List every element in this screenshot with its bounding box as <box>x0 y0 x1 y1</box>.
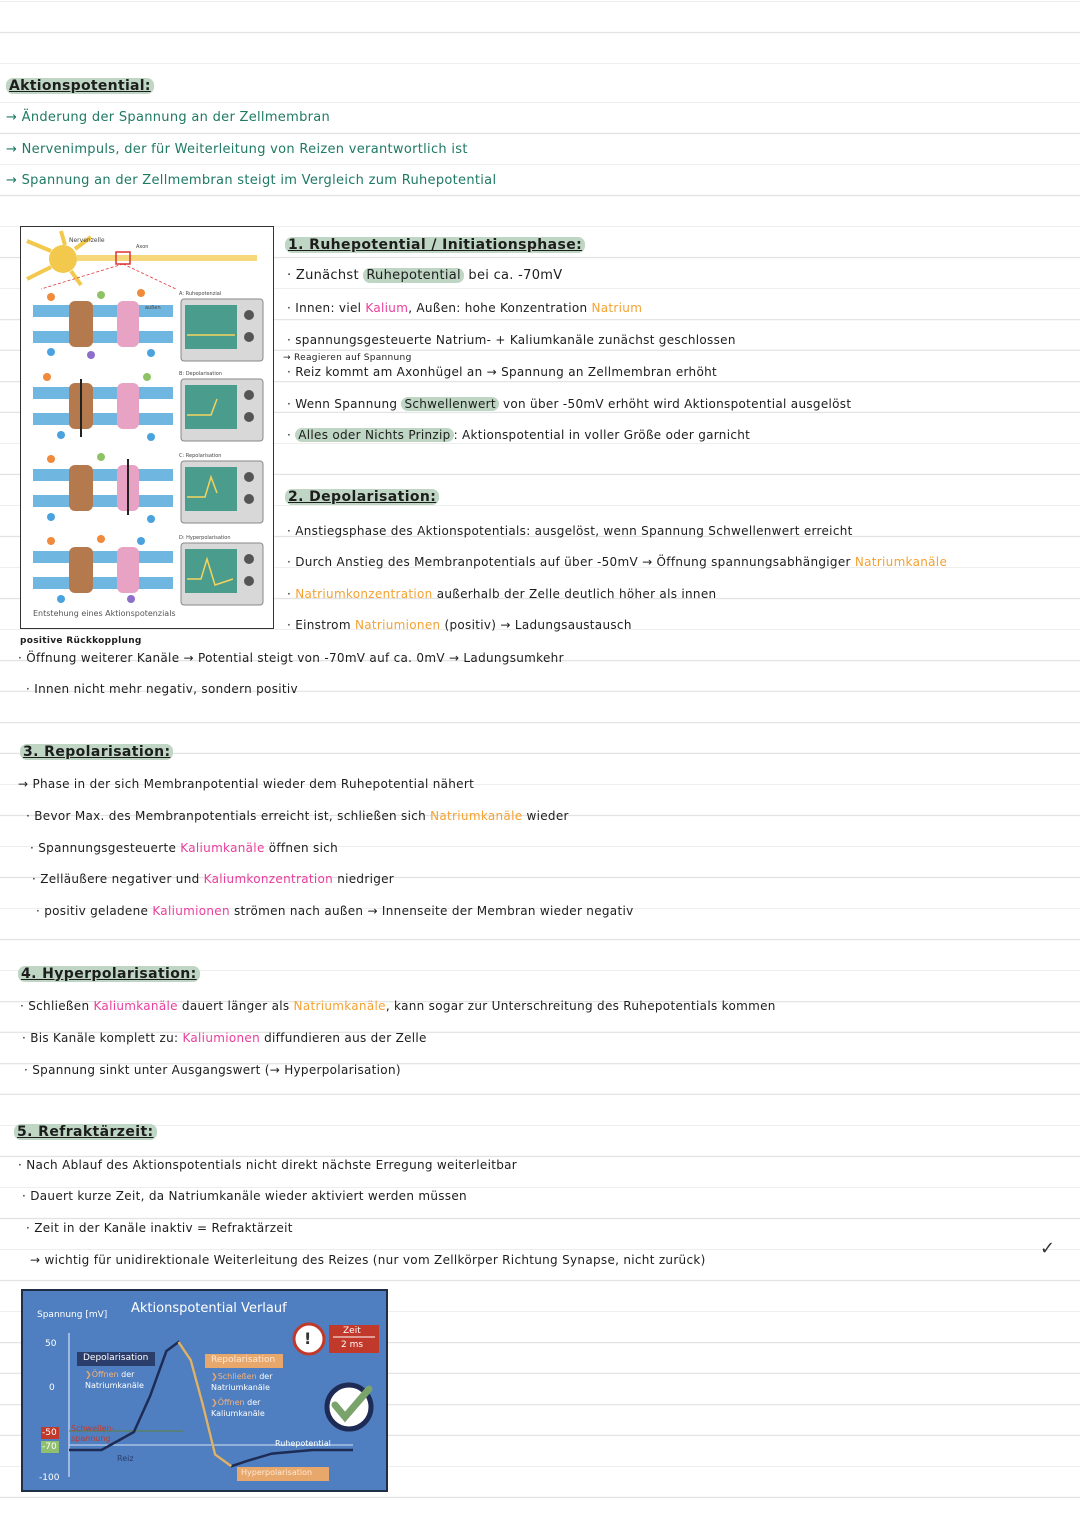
chart-plot <box>23 1291 386 1490</box>
section-5-title: 5. Refraktärzeit: <box>14 1124 157 1140</box>
depol-sub: ❯Öffnen der Natriumkanäle <box>85 1370 144 1390</box>
section-3-title: 3. Repolarisation: <box>20 744 173 760</box>
oscilloscope-panels <box>181 299 263 605</box>
s3-line-1: → Phase in der sich Membranpotential wieder dem Ruhepotential nähert <box>18 777 475 791</box>
intro-line-3: → Spannung an der Zellmembran steigt im Vergleich zum Ruhepotential <box>6 173 497 188</box>
s1-line-1: · Zunächst Ruhepotential bei ca. -70mV <box>287 268 563 283</box>
s2-line-3: · Natriumkonzentration außerhalb der Zelle deutlich höher als innen <box>287 587 717 601</box>
repol-label: Repolarisation <box>211 1355 276 1365</box>
s2-note: positive Rückkopplung <box>20 636 142 646</box>
s2-line-1: · Anstiegsphase des Aktionspotentials: ausgelöst, wenn Spannung Schwellenwert erreicht <box>287 524 853 538</box>
alert-text: ! <box>304 1329 312 1348</box>
outside-label: außen <box>145 305 161 311</box>
s1-line-3: · spannungsgesteuerte Natrium- + Kaliumkanäle zunächst geschlossen <box>287 333 736 347</box>
s4-line-1: · Schließen Kaliumkanäle dauert länger als Natriumkanäle, kann sogar zur Unterschreitung des Ruhepotentials kommen <box>20 999 776 1013</box>
s1-line-6: · Alles oder Nichts Prinzip : Aktionspotential in voller Größe oder garnicht <box>287 428 751 442</box>
y-axis-label: Spannung [mV] <box>37 1310 108 1320</box>
panel-label-b: B: Depolarisation <box>179 371 223 377</box>
panel-label-a: A: Ruhepotenzial <box>179 291 222 297</box>
figure-caption: Entstehung eines Aktionspotenzials <box>33 609 176 618</box>
s5-line-4: → wichtig für unidirektionale Weiterleitung des Reizes (nur vom Zellkörper Richtung Synapse, nicht zurück) <box>30 1253 706 1267</box>
y-tick-minus-50: -50 <box>42 1428 57 1438</box>
nerve-label: Nervenzelle <box>69 237 105 244</box>
membrane-illustration <box>21 227 274 629</box>
depol-label: Depolarisation <box>83 1353 149 1363</box>
s5-line-1: · Nach Ablauf des Aktionspotentials nicht direkt nächste Erregung weiterleitbar <box>18 1158 518 1172</box>
hyper-label: Hyperpolarisation <box>241 1468 313 1477</box>
rest-label: Ruhepotential <box>275 1439 331 1448</box>
s4-line-3: · Spannung sinkt unter Ausgangswert (→ Hyperpolarisation) <box>24 1063 401 1077</box>
panel-label-c: C: Repolarisation <box>179 453 222 459</box>
s1-line-2: · Innen: viel Kalium, Außen: hohe Konzentration Natrium <box>287 301 643 315</box>
stimulus-label: Reiz <box>117 1454 134 1463</box>
check-icon: ✓ <box>1040 1238 1056 1259</box>
s2-line-6: · Innen nicht mehr negativ, sondern positiv <box>26 682 298 696</box>
check-circle-icon <box>327 1385 371 1429</box>
section-4-title: 4. Hyperpolarisation: <box>18 966 200 982</box>
s1-line-3-note: → Reagieren auf Spannung <box>283 353 412 363</box>
axon-label: Axon <box>136 244 149 250</box>
s2-line-2: · Durch Anstieg des Membranpotentials auf über -50mV → Öffnung spannungsabhängiger Natriumkanäle <box>287 555 948 569</box>
s2-line-4: · Einstrom Natriumionen (positiv) → Ladungsaustausch <box>287 618 632 632</box>
y-tick-minus-100: -100 <box>39 1473 60 1483</box>
page-title: Aktionspotential: <box>6 78 154 94</box>
s2-line-5: · Öffnung weiterer Kanäle → Potential steigt von -70mV auf ca. 0mV → Ladungsumkehr <box>18 651 564 665</box>
panel-label-d: D: Hyperpolarisation <box>179 535 231 541</box>
time-label: Zeit <box>343 1326 361 1336</box>
s5-line-2: · Dauert kurze Zeit, da Natriumkanäle wieder aktiviert werden müssen <box>22 1189 467 1203</box>
repol-sub-1: ❯Schließen der Natriumkanäle <box>211 1372 273 1392</box>
y-tick-50: 50 <box>45 1339 57 1349</box>
repol-sub-2: ❯Öffnen der Kaliumkanäle <box>211 1398 265 1418</box>
y-tick-minus-70: -70 <box>42 1442 57 1452</box>
section-2-title: 2. Depolarisation: <box>285 489 439 505</box>
s5-line-3: · Zeit in der Kanäle inaktiv = Refraktärzeit <box>26 1221 293 1235</box>
time-scale: 2 ms <box>341 1340 364 1350</box>
membrane-panels <box>33 289 173 603</box>
section-1-title: 1. Ruhepotential / Initiationsphase: <box>285 237 585 253</box>
action-potential-chart <box>21 1289 388 1492</box>
threshold-label: Schwellen- spannung <box>71 1424 115 1443</box>
intro-line-2: → Nervenimpuls, der für Weiterleitung von Reizen verantwortlich ist <box>6 142 468 157</box>
intro-line-1: → Änderung der Spannung an der Zellmembran <box>6 110 331 125</box>
s3-line-3: · Spannungsgesteuerte Kaliumkanäle öffnen sich <box>30 841 339 855</box>
membrane-figure <box>20 226 274 629</box>
s3-line-2: · Bevor Max. des Membranpotentials erreicht ist, schließen sich Natriumkanäle wieder <box>26 809 569 823</box>
s1-line-4: · Reiz kommt am Axonhügel an → Spannung an Zellmembran erhöht <box>287 365 718 379</box>
s3-line-4: · Zelläußere negativer und Kaliumkonzentration niedriger <box>32 872 395 886</box>
chart-title: Aktionspotential Verlauf <box>131 1301 287 1316</box>
s4-line-2: · Bis Kanäle komplett zu: Kaliumionen diffundieren aus der Zelle <box>22 1031 427 1045</box>
y-tick-0: 0 <box>49 1383 55 1393</box>
s1-line-5: · Wenn Spannung Schwellenwert von über -50mV erhöht wird Aktionspotential ausgelöst <box>287 397 852 411</box>
s3-line-5: · positiv geladene Kaliumionen strömen nach außen → Innenseite der Membran wieder negativ <box>36 904 634 918</box>
neuron-icon <box>27 231 257 289</box>
